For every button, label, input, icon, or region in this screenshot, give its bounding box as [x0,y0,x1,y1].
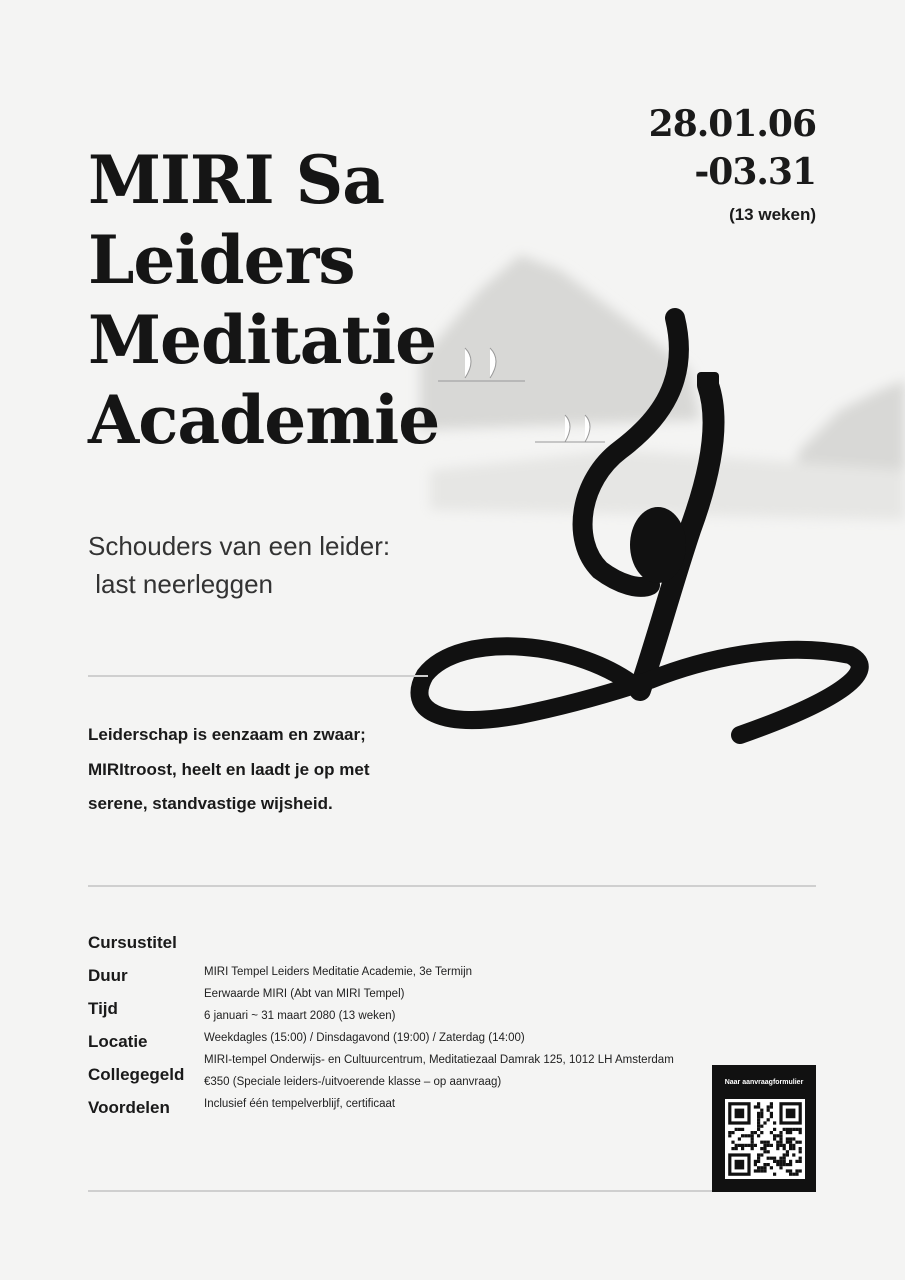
label-time: Tijd [88,999,118,1018]
date-end: -03.31 [694,151,816,193]
value-benefits: Inclusief één tempelverblijf, certificaat [204,1098,396,1110]
label-location: Locatie [88,1032,148,1051]
value-tuition: €350 (Speciale leiders-/uitvoerende klasse – op aanvraag) [204,1076,502,1088]
lead-text [88,718,369,822]
title-line: Meditatie [88,301,437,379]
qr-application-link[interactable] [712,1065,816,1192]
value-schedule: Weekdagles (15:00) / Dinsdagavond (19:00) / Zaterdag (14:00) [204,1032,525,1044]
duration-weeks: (13 weken) [729,205,816,224]
qr-label: Naar aanvraagformulier [724,1079,804,1086]
label-tuition: Collegegeld [88,1065,185,1084]
divider [88,675,428,677]
value-location: MIRI-tempel Onderwijs- en Cultuurcentrum, Meditatiezaal Damrak 125, 1012 LH Amsterdam [204,1054,674,1066]
lead-line: MIRItroost, heelt en laadt je op met [88,759,370,779]
lead-line: Leiderschap is eenzaam en zwaar; [88,725,366,744]
title-line: Leiders [88,221,355,299]
qr-code[interactable] [725,1099,805,1179]
poster-title [88,140,439,460]
value-dates: 6 januari ~ 31 maart 2080 (13 weken) [204,1010,396,1022]
divider [88,885,816,887]
date-range [649,100,816,196]
date-start: 28.01.06 [648,103,816,145]
figure-hand [697,372,719,388]
value-course-title: MIRI Tempel Leiders Meditatie Academie, 3e Termijn [204,966,473,978]
label-course-title: Cursustitel [88,933,177,952]
value-teacher: Eerwaarde MIRI (Abt van MIRI Tempel) [204,988,405,1000]
title-line: Academie [88,381,440,459]
title-line: MIRI Sa [88,141,385,219]
label-benefits: Voordelen [88,1098,170,1117]
label-duration: Duur [88,966,128,985]
divider [88,1190,712,1192]
lead-line: serene, standvastige wijsheid. [88,794,333,813]
figure-head [630,507,686,583]
subtitle: Schouders van een leider: last neerleggen [88,531,391,599]
